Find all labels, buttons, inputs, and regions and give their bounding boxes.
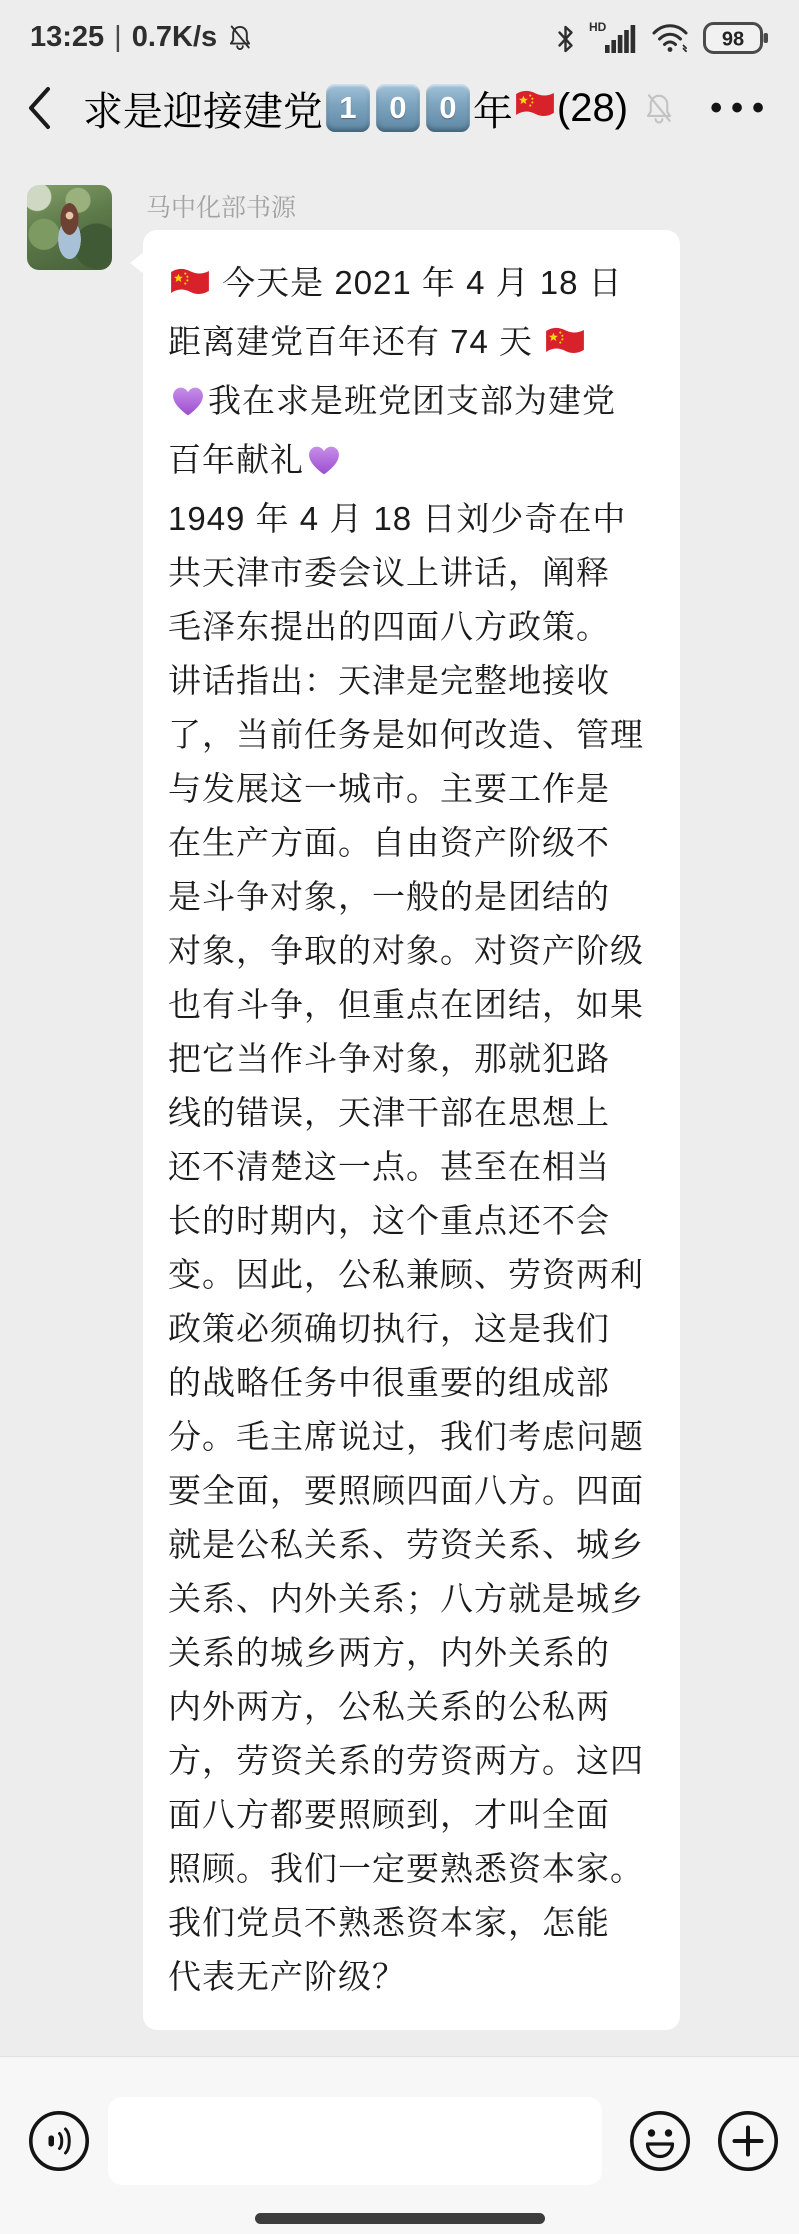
message-line <box>168 1950 655 2004</box>
attach-plus-button[interactable] <box>716 2109 780 2173</box>
message-line <box>168 1464 655 1518</box>
notifications-muted-icon <box>226 22 254 52</box>
status-left <box>30 21 254 54</box>
message-line <box>168 546 655 600</box>
message-line <box>168 1572 655 1626</box>
text-run: 变。因此，公私兼顾、劳资两利 <box>168 1256 644 1293</box>
text-run: 长的时期内，这个重点还不会 <box>168 1202 610 1239</box>
message-line <box>168 1194 655 1248</box>
message-bubble[interactable] <box>143 230 680 2030</box>
text-run: 还不清楚这一点。甚至在相当 <box>168 1148 610 1185</box>
message-line <box>168 1734 655 1788</box>
text-run: 今天是 2021 年 4 月 18 日 <box>212 264 623 301</box>
back-button[interactable] <box>26 85 72 131</box>
message-line <box>168 374 655 433</box>
message-line <box>168 1896 655 1950</box>
nav-bar <box>0 64 799 152</box>
message-line <box>168 1842 655 1896</box>
text-run: 代表无产阶级？ <box>168 1958 406 1995</box>
text-run: 讲话指出：天津是完整地接收 <box>168 662 610 699</box>
text-run: 内外两方，公私关系的公私两 <box>168 1688 610 1725</box>
text-run: (28) <box>556 85 629 130</box>
chat-title <box>72 80 687 137</box>
message-line <box>168 1356 655 1410</box>
text-run: 方，劳资关系的劳资两方。这四 <box>168 1742 644 1779</box>
text-run: 把它当作斗争对象，那就犯路 <box>168 1040 610 1077</box>
message-line <box>168 1410 655 1464</box>
battery-icon <box>703 22 769 54</box>
text-run: 线的错误，天津干部在思想上 <box>168 1094 610 1131</box>
cn-flag-emoji <box>544 320 586 374</box>
message-line <box>168 256 655 315</box>
text-run: 我在求是班党团支部为建党 <box>208 382 616 419</box>
text-run: 政策必须确切执行，这是我们 <box>168 1310 610 1347</box>
text-run: 求是迎接建党 <box>82 89 323 134</box>
text-run: 分。毛主席说过，我们考虑问题 <box>168 1418 644 1455</box>
hd-label: HD <box>589 20 607 34</box>
text-run: 面八方都要照顾到，才叫全面 <box>168 1796 610 1833</box>
keycap-digit-emoji: 0 <box>376 84 420 132</box>
text-run: 要全面，要照顾四面八方。四面 <box>168 1472 644 1509</box>
sender-name: 马中化部书源 <box>146 194 297 222</box>
message-line <box>168 492 655 546</box>
text-run: 了，当前任务是如何改造、管理 <box>168 716 644 753</box>
message-line <box>168 924 655 978</box>
cn-flag-emoji <box>169 261 211 315</box>
text-run: 关系的城乡两方，内外关系的 <box>168 1634 610 1671</box>
clock: 13:25 <box>30 20 105 53</box>
text-run: 共天津市委会议上讲话，阐释 <box>168 554 610 591</box>
keycap-digit-emoji: 1 <box>326 84 370 132</box>
status-bar <box>0 0 799 64</box>
emoji-button[interactable] <box>628 2109 692 2173</box>
message-line <box>168 870 655 924</box>
text-run: 关系、内外关系；八方就是城乡 <box>168 1580 644 1617</box>
message-line <box>168 1788 655 1842</box>
message-line <box>168 1086 655 1140</box>
message-line <box>168 708 655 762</box>
network-speed: 0.7K/s <box>131 20 218 53</box>
keycap-digit-emoji: 0 <box>426 84 470 132</box>
status-right <box>555 20 769 54</box>
text-run: 百年献礼 <box>168 441 304 478</box>
message-line <box>168 433 655 492</box>
message-line <box>168 1680 655 1734</box>
message-line <box>168 1626 655 1680</box>
battery-percent: 98 <box>721 28 745 51</box>
message-line <box>168 1032 655 1086</box>
message-line <box>168 1140 655 1194</box>
message-line <box>168 762 655 816</box>
sender-avatar[interactable] <box>27 185 112 270</box>
message-line <box>168 1302 655 1356</box>
input-bar <box>0 2056 799 2234</box>
signal-strength-icon <box>589 20 637 54</box>
text-run: 是斗争对象，一般的是团结的 <box>168 878 610 915</box>
message-line <box>168 978 655 1032</box>
text-run: 我们党员不熟悉资本家，怎能 <box>168 1904 610 1941</box>
text-run: 的战略任务中很重要的组成部 <box>168 1364 610 1401</box>
text-run: 照顾。我们一定要熟悉资本家。 <box>168 1850 644 1887</box>
message-input[interactable] <box>108 2097 602 2185</box>
text-run: 毛泽东提出的四面八方政策。 <box>168 608 610 645</box>
text-run: 就是公私关系、劳资关系、城乡 <box>168 1526 644 1563</box>
status-separator: | <box>114 20 122 53</box>
message-line <box>168 1248 655 1302</box>
message-line <box>168 315 655 374</box>
text-run: 距离建党百年还有 74 天 <box>168 323 544 360</box>
text-run: 对象，争取的对象。对资产阶级 <box>168 932 644 969</box>
text-run: 也有斗争，但重点在团结，如果 <box>168 986 644 1023</box>
cn-flag-emoji <box>514 86 556 131</box>
bluetooth-icon <box>555 24 576 54</box>
text-run: 年 <box>472 89 513 134</box>
message-line <box>168 654 655 708</box>
message-line <box>168 600 655 654</box>
voice-input-button[interactable] <box>27 2109 91 2173</box>
home-indicator[interactable] <box>255 2213 545 2224</box>
message-line <box>168 1518 655 1572</box>
group-muted-bell-icon <box>642 90 676 126</box>
message-text <box>168 256 655 2004</box>
wifi-icon <box>650 21 690 54</box>
purple-heart-emoji <box>169 379 207 433</box>
more-menu-button[interactable]: ••• <box>710 88 773 127</box>
chat-area[interactable] <box>0 152 799 2056</box>
back-chevron-icon <box>26 85 52 131</box>
message-line <box>168 816 655 870</box>
text-run: 与发展这一城市。主要工作是 <box>168 770 610 807</box>
text-run: 1949 年 4 月 18 日刘少奇在中 <box>168 500 627 537</box>
text-run: 在生产方面。自由资产阶级不 <box>168 824 610 861</box>
purple-heart-emoji <box>305 438 343 492</box>
